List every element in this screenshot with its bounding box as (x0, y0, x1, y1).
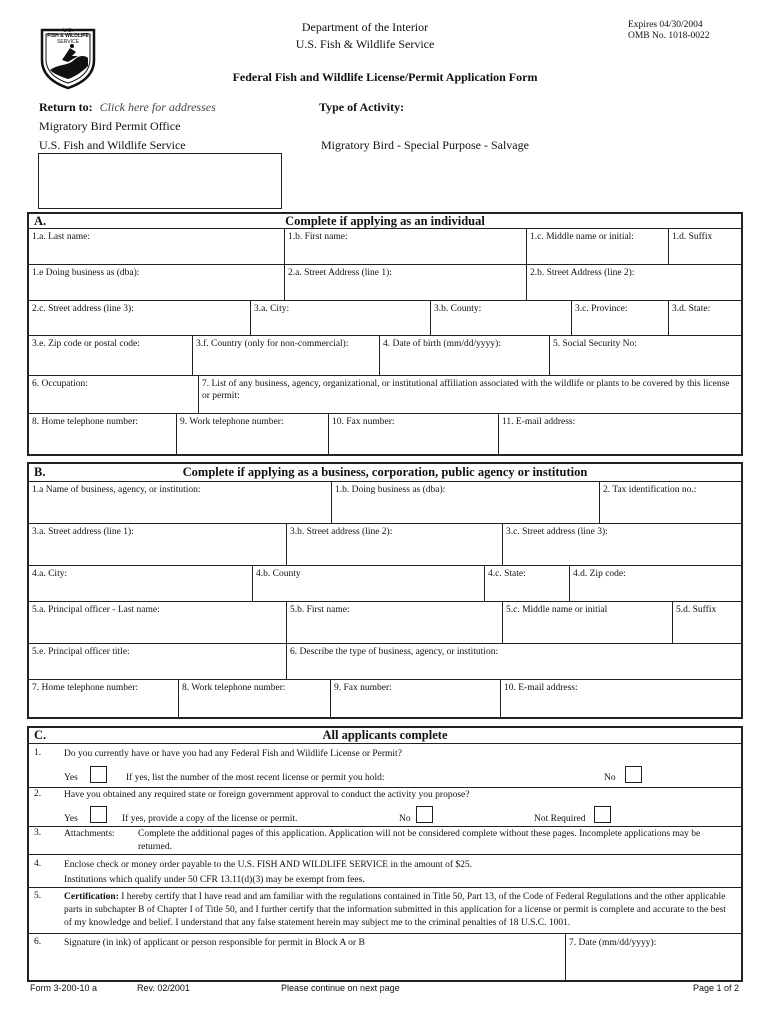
a-street1-field[interactable] (285, 265, 527, 301)
section-a-title: Complete if applying as an individual (285, 214, 485, 228)
b-officer-last-field[interactable] (29, 602, 287, 644)
b-zip-field[interactable] (570, 566, 741, 602)
c-question-5 (29, 888, 741, 934)
c-q1-no-label: No (604, 773, 616, 783)
c-question-2 (29, 788, 741, 827)
c-q4-note: Institutions which qualify under 50 CFR 13.11(d)(3) may be exempt from fees. (64, 875, 365, 885)
c-question-3 (29, 827, 741, 855)
c-q2-yes-label: Yes (64, 814, 78, 824)
a-street2-field[interactable] (527, 265, 741, 301)
c-q2-no-checkbox[interactable] (416, 806, 433, 823)
b-state-field[interactable] (485, 566, 570, 602)
a-dob-field[interactable] (380, 336, 550, 376)
a-street3-field[interactable] (29, 301, 251, 336)
c-q1-no-checkbox[interactable] (625, 766, 642, 783)
c-q5-certification (64, 891, 733, 930)
a-zip-field[interactable] (29, 336, 193, 376)
signature-field[interactable] (29, 934, 566, 980)
addresses-link[interactable]: Click here for addresses (99, 100, 216, 114)
a-dba-label: 1.e Doing business as (dba): (32, 268, 140, 278)
c-q3-label: Attachments: (64, 829, 115, 839)
a-country-label: 3.f. Country (only for non-commercial): (196, 339, 349, 349)
c-question-6 (29, 934, 741, 980)
continue-note: Please continue on next page (281, 983, 400, 993)
department-title: Department of the Interior (301, 20, 429, 34)
a-occupation-label: 6. Occupation: (32, 379, 88, 389)
c-q2-not-required-checkbox[interactable] (594, 806, 611, 823)
b-email-field[interactable] (501, 680, 741, 717)
b-business-type-label: 6. Describe the type of business, agency, or institution: (290, 647, 499, 657)
a-fax-label: 10. Fax number: (332, 417, 395, 427)
c-q1-if-yes: If yes, list the number of the most recent license or permit you hold: (126, 773, 385, 783)
c-q2-number: 2. (34, 789, 42, 799)
return-office: Migratory Bird Permit Office (39, 119, 181, 133)
b-state-label: 4.c. State: (488, 569, 526, 579)
return-to-label: Return to: (39, 100, 93, 114)
c-question-4 (29, 855, 741, 888)
c-q3-text: Complete the additional pages of this application. Application will not be considered complete without these pages. Incomplete applications may be returned. (138, 829, 701, 852)
a-affiliation-field[interactable] (199, 376, 741, 414)
section-b-letter: B. (34, 465, 46, 479)
a-country-field[interactable] (193, 336, 380, 376)
a-county-label: 3.b. County: (434, 304, 482, 314)
b-fax-field[interactable] (331, 680, 501, 717)
c-q2-no-label: No (399, 814, 411, 824)
a-state-field[interactable] (669, 301, 741, 336)
a-dob-label: 4. Date of birth (mm/dd/yyyy): (383, 339, 501, 349)
b-officer-middle-field[interactable] (503, 602, 673, 644)
b-fax-label: 9. Fax number: (334, 683, 392, 693)
section-a (27, 212, 743, 456)
b-name-label: 1.a Name of business, agency, or institution: (32, 485, 201, 495)
a-province-label: 3.c. Province: (575, 304, 628, 314)
a-suffix-label: 1.d. Suffix (672, 232, 713, 242)
b-county-label: 4.b. County (256, 569, 301, 579)
return-to-line (39, 100, 216, 115)
a-ssn-field[interactable] (550, 336, 741, 376)
expires-date: Expires 04/30/2004 (628, 20, 703, 30)
a-first-name-label: 1.b. First name: (288, 232, 348, 242)
b-officer-title-label: 5.e. Principal officer title: (32, 647, 130, 657)
c-q6-number: 6. (34, 937, 42, 947)
a-county-field[interactable] (431, 301, 572, 336)
return-service: U.S. Fish and Wildlife Service (39, 138, 186, 152)
a-last-name-field[interactable] (29, 229, 285, 265)
b-city-label: 4.a. City: (32, 569, 68, 579)
activity-label: Type of Activity: (319, 100, 405, 114)
date-field[interactable] (565, 934, 741, 980)
b-officer-middle-label: 5.c. Middle name or initial (506, 605, 608, 615)
b-city-field[interactable] (29, 566, 253, 602)
b-name-field[interactable] (29, 482, 332, 524)
a-ssn-label: 5. Social Security No: (553, 339, 637, 349)
b-officer-first-field[interactable] (287, 602, 503, 644)
c-q2-not-required-label: Not Required (534, 814, 586, 824)
b-street1-field[interactable] (29, 524, 287, 566)
section-c (27, 726, 743, 982)
a-occupation-field[interactable] (29, 376, 199, 414)
section-c-letter: C. (34, 728, 47, 742)
a-street3-label: 2.c. Street address (line 3): (32, 304, 134, 314)
c-q1-number: 1. (34, 748, 42, 758)
b-officer-title-field[interactable] (29, 644, 287, 680)
b-street3-label: 3.c. Street address (line 3): (506, 527, 608, 537)
agency-seal (36, 26, 100, 90)
b-officer-first-label: 5.b. First name: (290, 605, 350, 615)
b-email-label: 10. E-mail address: (504, 683, 578, 693)
a-fax-field[interactable] (329, 414, 499, 454)
a-home-phone-field[interactable] (29, 414, 177, 454)
activity-value: Migratory Bird - Special Purpose - Salvage (321, 138, 529, 152)
address-box[interactable] (38, 153, 282, 209)
section-c-header (29, 728, 741, 744)
section-b-header (29, 464, 741, 482)
a-suffix-field[interactable] (669, 229, 741, 265)
c-q1-yes-checkbox[interactable] (90, 766, 107, 783)
c-q6-text: Signature (in ink) of applicant or person responsible for permit in Block A or B (64, 938, 365, 948)
b-officer-last-label: 5.a. Principal officer - Last name: (32, 605, 160, 615)
c-q5-label: Certification: (64, 892, 119, 902)
a-last-name-label: 1.a. Last name: (32, 232, 91, 242)
b-street1-label: 3.a. Street address (line 1): (32, 527, 134, 537)
section-b-title: Complete if applying as a business, corporation, public agency or institution (182, 465, 588, 479)
b-home-phone-label: 7. Home telephone number: (32, 683, 139, 693)
date-label: 7. Date (mm/dd/yyyy): (569, 938, 657, 948)
b-officer-suffix-label: 5.d. Suffix (676, 605, 717, 615)
b-dba-field[interactable] (332, 482, 600, 524)
revision: Rev. 02/2001 (137, 983, 190, 993)
c-q5-text: I hereby certify that I have read and am familiar with the regulations contained in Title 50, Part 13, of the Code of Federal Regulations and the other applicable parts in subchapter B of Chapter I of Title 50, and I further certify that the information submitted in this application for a license or permit is complete and accurate to the best of my knowledge and belief. I understand that any false statement herein may subject me to the criminal penalties of 18 U.S.C. 1001. (64, 892, 726, 928)
a-home-phone-label: 8. Home telephone number: (32, 417, 139, 427)
a-affiliation-label: 7. List of any business, agency, organizational, or institutional affiliation associated with the wildlife or plants to be covered by this license or permit: (202, 379, 730, 401)
c-q3-number: 3. (34, 828, 42, 838)
b-street2-field[interactable] (287, 524, 503, 566)
b-work-phone-label: 8. Work telephone number: (182, 683, 286, 693)
c-q2-yes-checkbox[interactable] (90, 806, 107, 823)
omb-number: OMB No. 1018-0022 (628, 31, 710, 41)
c-q2-text: Have you obtained any required state or foreign government approval to conduct the activity you propose? (64, 790, 470, 800)
section-b (27, 462, 743, 719)
form-number: Form 3-200-10 a (30, 983, 98, 993)
a-province-field[interactable] (572, 301, 669, 336)
c-q2-if-yes: If yes, provide a copy of the license or permit. (122, 814, 298, 824)
b-street3-field[interactable] (503, 524, 741, 566)
a-email-field[interactable] (499, 414, 741, 454)
b-home-phone-field[interactable] (29, 680, 179, 717)
b-county-field[interactable] (253, 566, 485, 602)
service-title: U.S. Fish & Wildlife Service (295, 37, 435, 51)
section-a-letter: A. (34, 214, 47, 228)
a-first-name-field[interactable] (285, 229, 527, 265)
seal-text-us: U.S. (63, 28, 73, 34)
b-business-type-field[interactable] (287, 644, 741, 680)
b-officer-suffix-field[interactable] (673, 602, 741, 644)
c-q5-number: 5. (34, 891, 42, 901)
a-street2-label: 2.b. Street Address (line 2): (530, 268, 635, 278)
c-question-1 (29, 744, 741, 788)
a-zip-label: 3.e. Zip code or postal code: (32, 339, 140, 349)
a-dba-field[interactable] (29, 265, 285, 301)
a-work-phone-field[interactable] (177, 414, 329, 454)
seal-text-bottom: SERVICE (57, 39, 79, 45)
c-q4-text: Enclose check or money order payable to the U.S. FISH AND WILDLIFE SERVICE in the amount of $25. (64, 860, 473, 870)
a-middle-name-field[interactable] (527, 229, 669, 265)
page-number: Page 1 of 2 (693, 983, 740, 993)
b-tax-id-label: 2. Tax identification no.: (603, 485, 697, 495)
seal-text-top: FISH & WILDLIFE (47, 33, 89, 39)
a-street1-label: 2.a. Street Address (line 1): (288, 268, 392, 278)
form-title: Federal Fish and Wildlife License/Permit Application Form (232, 70, 538, 84)
a-city-field[interactable] (251, 301, 431, 336)
section-a-header (29, 214, 741, 229)
b-dba-label: 1.b. Doing business as (dba): (335, 485, 446, 495)
b-work-phone-field[interactable] (179, 680, 331, 717)
section-c-title: All applicants complete (322, 728, 448, 742)
b-zip-label: 4.d. Zip code: (573, 569, 626, 579)
a-state-label: 3.d. State: (672, 304, 711, 314)
a-city-label: 3.a. City: (254, 304, 290, 314)
c-q4-number: 4. (34, 859, 42, 869)
b-street2-label: 3.b. Street address (line 2): (290, 527, 393, 537)
a-email-label: 11. E-mail address: (502, 417, 576, 427)
c-q1-yes-label: Yes (64, 773, 78, 783)
b-tax-id-field[interactable] (600, 482, 741, 524)
c-q1-text: Do you currently have or have you had any Federal Fish and Wildlife License or Permit? (64, 749, 402, 759)
a-work-phone-label: 9. Work telephone number: (180, 417, 284, 427)
a-middle-name-label: 1.c. Middle name or initial: (530, 232, 634, 242)
